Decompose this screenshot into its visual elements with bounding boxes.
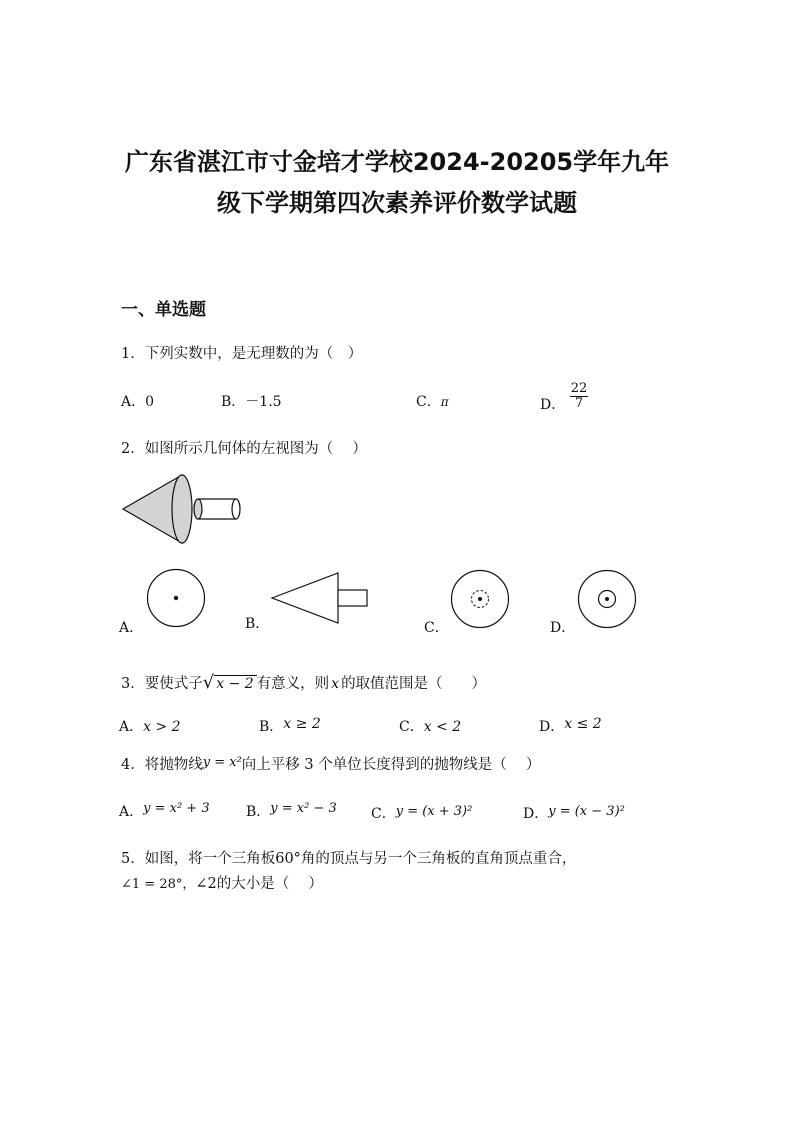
q4-option-c-label: C． — [371, 806, 396, 822]
q4-option-c-value: y = (x + 3)² — [395, 804, 473, 819]
q2-option-c-figure — [450, 569, 510, 629]
q3-option-b-value: x ≥ 2 — [283, 716, 321, 732]
question-5-stem-line1: 5．如图，将一个三角板60°角的顶点与另一个三角板的直角顶点重合， — [121, 851, 577, 867]
q4-option-d-value: y = (x − 3)² — [548, 804, 625, 819]
q3-option-d — [539, 716, 602, 736]
q2-option-a-figure — [146, 568, 206, 628]
q4-option-a-label: A． — [119, 804, 144, 820]
q2-option-d-figure — [577, 569, 637, 629]
q4-option-b — [246, 801, 337, 821]
q2-option-a-label: A． — [119, 620, 144, 636]
q4-stem-post: 向上平移 3 个单位长度得到的抛物线是（ ） — [241, 757, 541, 773]
q3-stem-pre: 3．要使式子 — [121, 676, 203, 692]
fraction-denominator: 7 — [574, 396, 584, 411]
q4-option-d — [523, 803, 625, 823]
q3-stem-post: 的取值范围是（ ） — [341, 676, 487, 692]
section-heading: 一、单选题 — [121, 300, 206, 320]
q4-option-c — [371, 803, 472, 823]
q3-option-b — [259, 716, 321, 736]
q3-option-a-value: x > 2 — [143, 719, 181, 735]
q4-option-b-label: B． — [246, 804, 271, 820]
question-5-stem-line2 — [121, 872, 323, 893]
question-3-stem — [121, 672, 486, 693]
q5-angle-condition: ∠1 = 28°， — [121, 877, 196, 892]
radical-sign: √ — [202, 672, 215, 693]
q3-option-a — [119, 716, 181, 736]
q2-option-c-label: C． — [424, 620, 449, 636]
q1-option-d-fraction — [570, 382, 589, 411]
q2-solid-figure — [120, 474, 245, 546]
q2-option-b-label: B． — [245, 616, 270, 632]
q3-option-c-label: C． — [399, 719, 424, 735]
document-title-line2: 级下学期第四次素养评价数学试题 — [217, 189, 577, 217]
q1-option-b: B．－1.5 — [221, 394, 282, 410]
q3-variable: x — [331, 676, 340, 692]
question-2-stem: 2．如图所示几何体的左视图为（ ） — [121, 441, 367, 457]
q4-parabola: y = x² — [202, 755, 242, 770]
q3-stem-mid: 有意义，则 — [256, 676, 330, 692]
q3-option-d-value: x ≤ 2 — [564, 716, 602, 732]
fraction-numerator: 22 — [570, 381, 588, 396]
q4-stem-pre: 4．将抛物线 — [121, 757, 203, 773]
q1-option-c-value: π — [440, 395, 449, 409]
q1-option-c-label: C． — [416, 394, 441, 410]
q4-option-a-value: y = x² + 3 — [143, 801, 210, 816]
q3-option-c-value: x < 2 — [423, 719, 462, 735]
question-1-stem: 1．下列实数中，是无理数的为（ ） — [121, 346, 363, 362]
q1-option-c — [416, 391, 449, 411]
question-4-stem — [121, 753, 540, 774]
q3-option-b-label: B． — [259, 719, 284, 735]
q1-option-d-label: D． — [540, 397, 566, 413]
q4-option-b-value: y = x² − 3 — [270, 801, 337, 816]
q4-option-a — [119, 801, 210, 821]
document-title-line1: 广东省湛江市寸金培才学校2024-20205学年九年 — [124, 148, 670, 176]
q5-stem-post: ∠2的大小是（ ） — [195, 876, 323, 892]
q2-option-d-label: D． — [550, 620, 576, 636]
q1-option-d — [540, 380, 588, 414]
q3-option-c — [399, 716, 461, 736]
q3-radicand: x − 2 — [214, 675, 256, 692]
q3-option-d-label: D． — [539, 719, 565, 735]
q1-option-a: A．0 — [121, 394, 155, 410]
q3-option-a-label: A． — [119, 719, 144, 735]
q2-option-b-figure — [270, 571, 370, 625]
q4-option-d-label: D． — [523, 806, 549, 822]
